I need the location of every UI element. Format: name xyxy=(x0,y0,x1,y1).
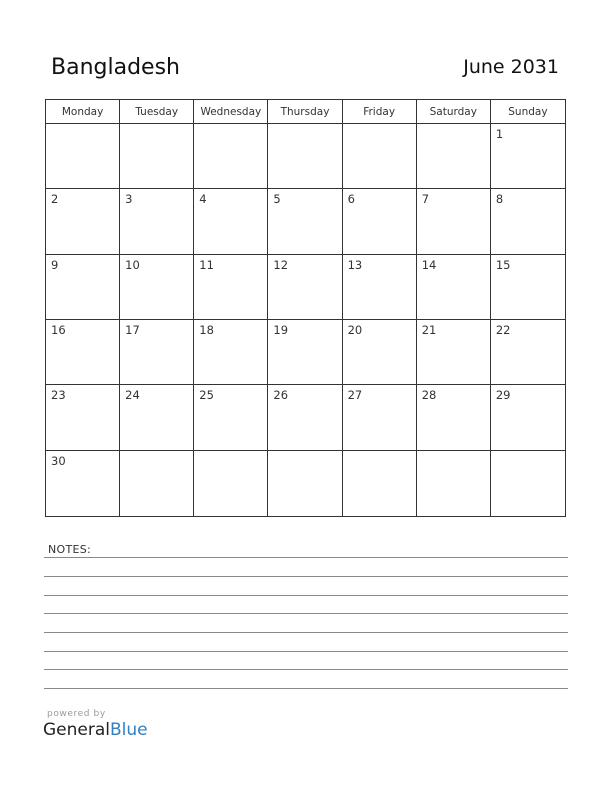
day-number: 28 xyxy=(421,388,437,403)
day-cell xyxy=(491,124,565,189)
day-cell xyxy=(194,320,268,385)
day-number: 12 xyxy=(273,257,289,272)
day-number: 24 xyxy=(125,388,140,403)
day-number: 21 xyxy=(421,323,437,337)
day-cell xyxy=(268,124,342,189)
day-number: 23 xyxy=(51,388,66,403)
day-cell xyxy=(417,451,491,516)
day-number: 11 xyxy=(199,257,214,272)
day-cell xyxy=(417,189,491,254)
day-cell xyxy=(417,320,491,385)
day-number: 4 xyxy=(199,192,207,207)
powered-by-text: powered by xyxy=(47,709,106,719)
day-cell xyxy=(268,255,342,320)
notes-line xyxy=(44,557,568,558)
day-number: 5 xyxy=(273,192,281,207)
day-cell xyxy=(417,385,491,450)
day-number: 26 xyxy=(273,388,289,403)
day-cell xyxy=(417,124,491,189)
day-cell xyxy=(343,124,417,189)
day-number: 9 xyxy=(51,257,59,272)
day-number: 15 xyxy=(495,257,511,272)
day-cell xyxy=(194,189,268,254)
day-cell xyxy=(268,189,342,254)
day-number: 14 xyxy=(421,257,437,272)
day-cell xyxy=(46,189,120,254)
day-number: 19 xyxy=(273,323,289,337)
day-cell xyxy=(120,451,194,516)
day-number: 3 xyxy=(125,192,133,207)
day-cell xyxy=(46,124,120,189)
notes-line xyxy=(44,632,568,633)
weekday-header-tuesday: Tuesday xyxy=(120,100,194,124)
brand-logo xyxy=(43,720,148,740)
notes-line xyxy=(44,576,568,577)
day-number: 30 xyxy=(51,453,66,468)
day-cell xyxy=(120,124,194,189)
weekday-header-thursday: Thursday xyxy=(268,100,342,124)
weekday-header-monday: Monday xyxy=(46,100,120,124)
day-number: 29 xyxy=(495,388,511,403)
day-cell xyxy=(491,189,565,254)
day-number: 25 xyxy=(199,388,214,403)
day-number: 22 xyxy=(495,323,511,337)
day-cell xyxy=(120,385,194,450)
day-cell xyxy=(491,451,565,516)
notes-line xyxy=(44,595,568,596)
day-cell xyxy=(46,451,120,516)
notes-line xyxy=(44,688,568,689)
page-title: Bangladesh xyxy=(51,55,180,80)
notes-label: NOTES: xyxy=(48,543,92,556)
day-cell xyxy=(46,385,120,450)
weekday-header-saturday: Saturday xyxy=(417,100,491,124)
day-number: 7 xyxy=(421,192,430,207)
day-number: 27 xyxy=(347,388,363,403)
day-number: 16 xyxy=(51,323,66,337)
day-cell xyxy=(343,385,417,450)
day-cell xyxy=(343,320,417,385)
day-cell xyxy=(491,320,565,385)
day-cell xyxy=(343,189,417,254)
day-number: 20 xyxy=(347,323,363,337)
day-cell xyxy=(343,451,417,516)
day-cell xyxy=(491,255,565,320)
weekday-header-sunday: Sunday xyxy=(491,100,565,124)
day-number: 6 xyxy=(347,192,355,207)
weekday-header-friday: Friday xyxy=(343,100,417,124)
day-cell xyxy=(120,320,194,385)
day-cell xyxy=(194,255,268,320)
day-cell xyxy=(46,320,120,385)
day-cell xyxy=(417,255,491,320)
day-number: 10 xyxy=(125,257,140,272)
day-cell xyxy=(194,385,268,450)
day-cell xyxy=(268,451,342,516)
day-cell xyxy=(343,255,417,320)
day-cell xyxy=(491,385,565,450)
notes-line xyxy=(44,613,568,614)
day-number: 2 xyxy=(51,192,59,207)
day-cell xyxy=(194,451,268,516)
month-year-title: June 2031 xyxy=(463,56,559,78)
day-cell xyxy=(120,189,194,254)
notes-line xyxy=(44,651,568,652)
day-cell xyxy=(268,320,342,385)
day-cell xyxy=(194,124,268,189)
day-cell xyxy=(268,385,342,450)
brand-blue-text: Blue xyxy=(110,720,148,740)
day-number: 13 xyxy=(347,257,363,272)
day-cell xyxy=(46,255,120,320)
day-number: 17 xyxy=(125,323,140,337)
day-number: 1 xyxy=(495,127,504,141)
weekday-header-wednesday: Wednesday xyxy=(194,100,268,124)
calendar-grid xyxy=(45,99,566,517)
day-number: 18 xyxy=(199,323,214,337)
brand-general-text: General xyxy=(43,720,110,740)
day-cell xyxy=(120,255,194,320)
day-number: 8 xyxy=(495,192,504,207)
notes-line xyxy=(44,669,568,670)
